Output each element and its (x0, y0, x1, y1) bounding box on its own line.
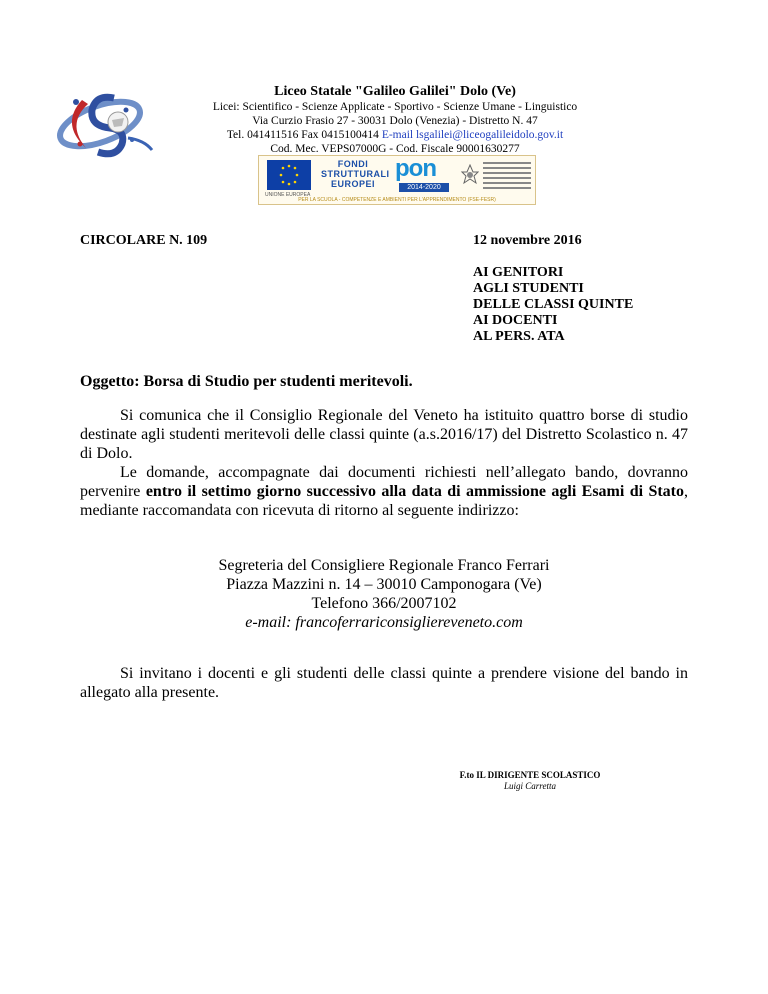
address-block (80, 556, 688, 632)
recipient: AI GENITORI (473, 265, 564, 280)
pon-text: pon (395, 155, 436, 182)
paragraph-1-text: Si comunica che il Consiglio Regionale del Veneto ha istituito quattro borse di studio destinate agli studenti meritevoli delle classi quinte (a.s.2016/17) del Distretto Scolastico n. 47 di Dolo. (80, 407, 688, 462)
school-name: Liceo Statale "Galileo Galilei" Dolo (Ve) (274, 84, 516, 99)
banner-strip: PER LA SCUOLA - COMPETENZE E AMBIENTI PER L'APPRENDIMENTO (FSE-FESR) (298, 197, 496, 203)
closing-paragraph (80, 664, 688, 702)
europei-text: EUROPEI (330, 179, 375, 189)
paragraph-1 (80, 406, 688, 463)
signature-title: F.to IL DIRIGENTE SCOLASTICO (459, 770, 601, 780)
eu-flag-icon (267, 160, 311, 190)
licei-line: Licei: Scientifico - Scienze Applicate - Sportivo - Scienze Umane - Linguistico (212, 101, 578, 113)
recipient: AGLI STUDENTI (473, 281, 584, 296)
school-header (160, 83, 630, 156)
ministry-text-lines (483, 162, 531, 192)
address-line-3: Telefono 366/2007102 (311, 595, 457, 612)
email-link[interactable]: E-mail lsgalilei@liceogalileidolo.gov.it (381, 129, 564, 141)
paragraph-2 (80, 463, 688, 520)
pon-logo (393, 155, 455, 193)
signature-block (430, 770, 630, 792)
address-line-1: Segreteria del Consigliere Regionale Franco Ferrari (218, 557, 550, 574)
paragraph-2-start: Le domande, accompagnate dai documenti richiesti nell’allegato bando, dovranno pervenire (80, 464, 688, 500)
eu-label: UNIONE EUROPEA (265, 192, 311, 198)
contacts-line (160, 128, 630, 142)
address-line: Via Curzio Frasio 27 - 30031 Dolo (Venezia) - Distretto N. 47 (252, 115, 538, 127)
body-text (80, 406, 688, 520)
italian-emblem-icon (461, 164, 479, 186)
recipient: AI DOCENTI (473, 313, 558, 328)
recipient: AL PERS. ATA (473, 329, 565, 344)
strutturali-text: STRUTTURALI (321, 169, 390, 179)
recipient: DELLE CLASSI QUINTE (473, 297, 634, 312)
signature-name: Luigi Carretta (504, 781, 556, 791)
codes-line: Cod. Mec. VEPS07000G - Cod. Fiscale 90001630277 (270, 143, 520, 155)
paragraph-2-bold: entro il settimo giorno successivo alla data di ammissione agli Esami di Stato (145, 483, 685, 500)
fondi-strutturali-logo (321, 159, 390, 189)
subject-line: Oggetto: Borsa di Studio per studenti meritevoli. (80, 373, 413, 390)
address-email: e-mail: francoferrariconsigliereveneto.com (245, 614, 523, 631)
pon-banner (258, 155, 536, 205)
phone-fax: Tel. 041411516 Fax 0415100414 (226, 129, 382, 141)
recipients-list (473, 265, 633, 345)
fondi-text: FONDI (337, 159, 369, 169)
closing-text: Si invitano i docenti e gli studenti delle classi quinte a prendere visione del bando in allegato alla presente. (80, 665, 688, 701)
document-date: 12 novembre 2016 (473, 233, 582, 248)
circolare-number: CIRCOLARE N. 109 (80, 233, 208, 248)
paragraph-2-end: , mediante raccomandata con ricevuta di ritorno al seguente indirizzo: (80, 483, 689, 519)
address-line-2: Piazza Mazzini n. 14 – 30010 Camponogara (Ve) (226, 576, 542, 593)
pon-years: 2014-2020 (399, 183, 449, 192)
